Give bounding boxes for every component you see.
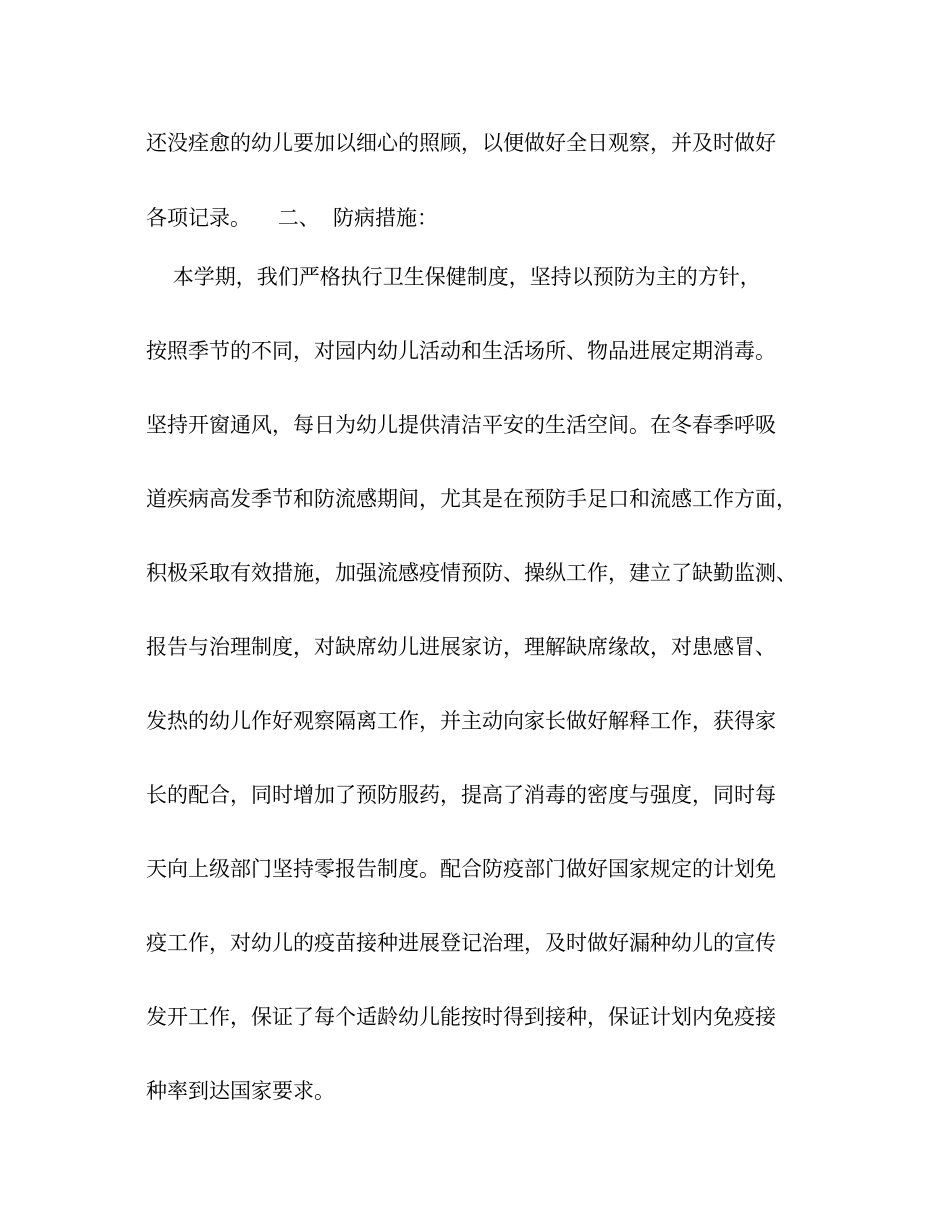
text-line: 积极采取有效措施，加强流感疫情预防、操纵工作，建立了缺勤监测、 [146,561,797,585]
text-line: 报告与治理制度，对缺席幼儿进展家访，理解缺席缘故，对患感冒、 [146,635,776,659]
text-line: 发开工作，保证了每个适龄幼儿能按时得到接种，保证计划内免疫接 [146,1005,776,1029]
text-line: 长的配合，同时增加了预防服药，提高了消毒的密度与强度，同时每 [146,783,776,807]
text-line: 坚持开窗通风，每日为幼儿提供清洁平安的生活空间。在冬春季呼吸 [146,413,776,437]
text-line: 天向上级部门坚持零报告制度。配合防疫部门做好国家规定的计划免 [146,857,776,881]
text-line: 发热的幼儿作好观察隔离工作，并主动向家长做好解释工作，获得家 [146,709,776,733]
text-line: 疫工作，对幼儿的疫苗接种进展登记治理，及时做好漏种幼儿的宣传 [146,931,776,955]
text-line: 本学期，我们严格执行卫生保健制度，坚持以预防为主的方针， [146,265,761,289]
text-line: 还没痊愈的幼儿要加以细心的照顾，以便做好全日观察，并及时做好 [146,131,776,155]
text-line: 种率到达国家要求。 [146,1079,335,1103]
text-line: 各项记录。 二、 防病措施： [146,206,439,230]
text-line: 按照季节的不同，对园内幼儿活动和生活场所、物品进展定期消毒。 [146,339,776,363]
text-line: 道疾病高发季节和防流感期间，尤其是在预防手足口和流感工作方面， [146,487,797,511]
